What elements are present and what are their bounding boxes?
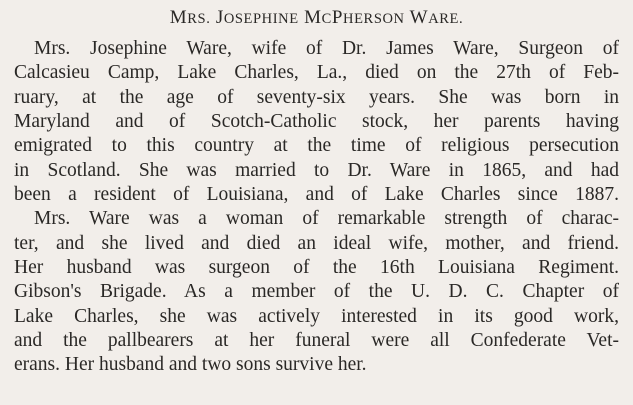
paragraph-1-line-3: ruary, at the age of seventy-six years. She was born in	[14, 87, 619, 108]
paragraph-1-line-5: emigrated to this country at the time of religious persecution	[14, 135, 619, 156]
paragraph-2-line-4: Gibson's Brigade. As a member of the U. D. C. Chapter of	[14, 281, 619, 302]
paragraph-2-line-6: and the pallbearers at her funeral were all Confederate Vet-	[14, 330, 619, 351]
title-initial-mrs: M	[169, 7, 188, 28]
title-initial-josephine: J	[215, 7, 224, 28]
paragraph-1-line-6: in Scotland. She was married to Dr. Ware in 1865, and had	[14, 160, 619, 181]
paragraph-2-line-1: Mrs. Ware was a woman of remarkable strength of charac-	[34, 208, 619, 229]
article-title	[0, 7, 633, 30]
paragraph-2-line-7: erans. Her husband and two sons survive her.	[14, 354, 367, 375]
title-mcpherson-c: C	[321, 11, 332, 27]
paragraph-2-line-5: Lake Charles, she was actively interested in its good work,	[14, 306, 619, 327]
title-word-mrs: RS.	[187, 11, 211, 27]
title-word-josephine: OSEPHINE	[223, 11, 299, 27]
paragraph-1-line-4: Maryland and of Scotch-Catholic stock, her parents having	[14, 111, 619, 132]
title-initial-ware: W	[409, 7, 429, 28]
paragraph-2-line-3: Her husband was surgeon of the 16th Louisiana Regiment.	[14, 257, 619, 278]
title-word-mcpherson: HERSON	[343, 11, 405, 27]
title-mcpherson-p: P	[331, 7, 344, 28]
title-word-ware: ARE.	[428, 11, 464, 27]
paragraph-1-line-2: Calcasieu Camp, Lake Charles, La., died on the 27th of Feb-	[14, 62, 619, 83]
paragraph-1-line-1: Mrs. Josephine Ware, wife of Dr. James Ware, Surgeon of	[34, 38, 619, 59]
title-initial-mcpherson: M	[304, 7, 322, 28]
paragraph-1-line-7: been a resident of Louisiana, and of Lake Charles since 1887.	[14, 184, 619, 205]
paragraph-2-line-2: ter, and she lived and died an ideal wife, mother, and friend.	[14, 233, 619, 254]
